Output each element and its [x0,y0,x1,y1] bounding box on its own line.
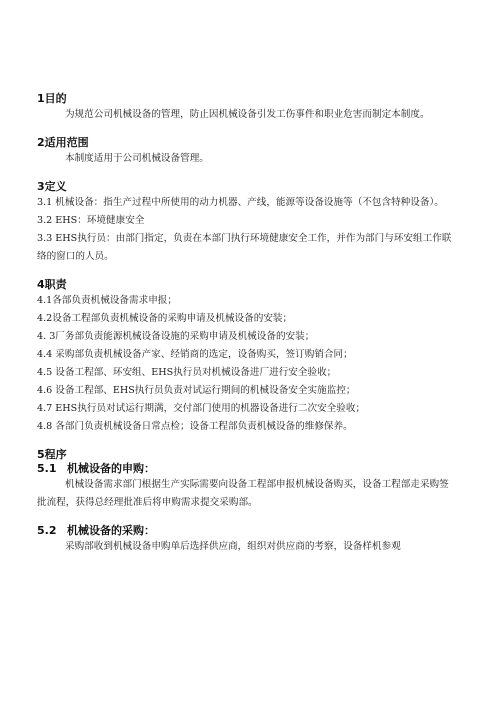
duty-item: 4.4 采购部负责机械设备产家、经销商的选定，设备购买，签订购销合同； [37,349,353,360]
duty-item: 4.7 EHS执行员对试运行期满，交付部门使用的机器设备进行二次安全验收； [37,403,366,414]
section-purpose [37,92,457,124]
section-paragraph: 为规范公司机械设备的管理，防止因机械设备引发工伤事件和职业危害而制定本制度。 [65,109,430,120]
subsection-title: 机械设备的申购： [67,462,155,475]
section-duties [37,278,457,436]
section-paragraph: 本制度适用于公司机械设备管理。 [65,153,209,164]
duty-item: 4.8 各部门负责机械设备日常点检；设备工程部负责机械设备的维修保养。 [37,421,353,432]
duty-item: 4.5 设备工程部、环安组、EHS执行员对机械设备进厂进行安全验收； [37,367,337,378]
definition-item: 3.1 机械设备：指生产过程中所使用的动力机器、产线，能源等设备设施等（不包含特种设备）。 [37,197,444,208]
duty-item: 4.1各部负责机械设备需求申报； [37,295,177,306]
duty-item: 4. 3厂务部负责能源机械设备设施的采购申请及机械设备的安装； [37,331,315,342]
section-paragraph: 机械设备需求部门根据生产实际需要向设备工程部申报机械设备购买，设备工程部走采购签批流程，获得总经理批准后将申购需求提交采购部。 [37,479,449,508]
section-heading: 2适用范围 [37,136,89,149]
section-heading: 5程序 [37,448,67,461]
duty-item: 4.2设备工程部负责机械设备的采购申请及机械设备的安装； [37,313,293,324]
section-heading: 1目的 [37,92,67,105]
subsection-number: 5.2 [37,524,57,537]
subsection-heading [37,524,457,538]
section-heading: 3定义 [37,180,67,193]
section-heading: 4职责 [37,278,67,291]
definition-item: 3.2 EHS：环境健康安全 [37,215,145,226]
section-paragraph: 采购部收到机械设备申购单后选择供应商，组织对供应商的考察，设备样机参观 [65,541,401,552]
section-procedure [37,448,457,556]
document-body [37,92,457,556]
subsection-heading [37,462,457,476]
section-definitions [37,180,457,266]
subsection-number: 5.1 [37,462,57,475]
section-scope [37,136,457,168]
definition-item: 3.3 EHS执行员：由部门指定，负责在本部门执行环境健康安全工作，并作为部门与环安组工作联络的窗口的人员。 [37,233,452,262]
subsection-title: 机械设备的采购： [67,524,155,537]
duty-item: 4.6 设备工程部、EHS执行员负责对试运行期间的机械设备安全实施监控； [37,385,356,396]
